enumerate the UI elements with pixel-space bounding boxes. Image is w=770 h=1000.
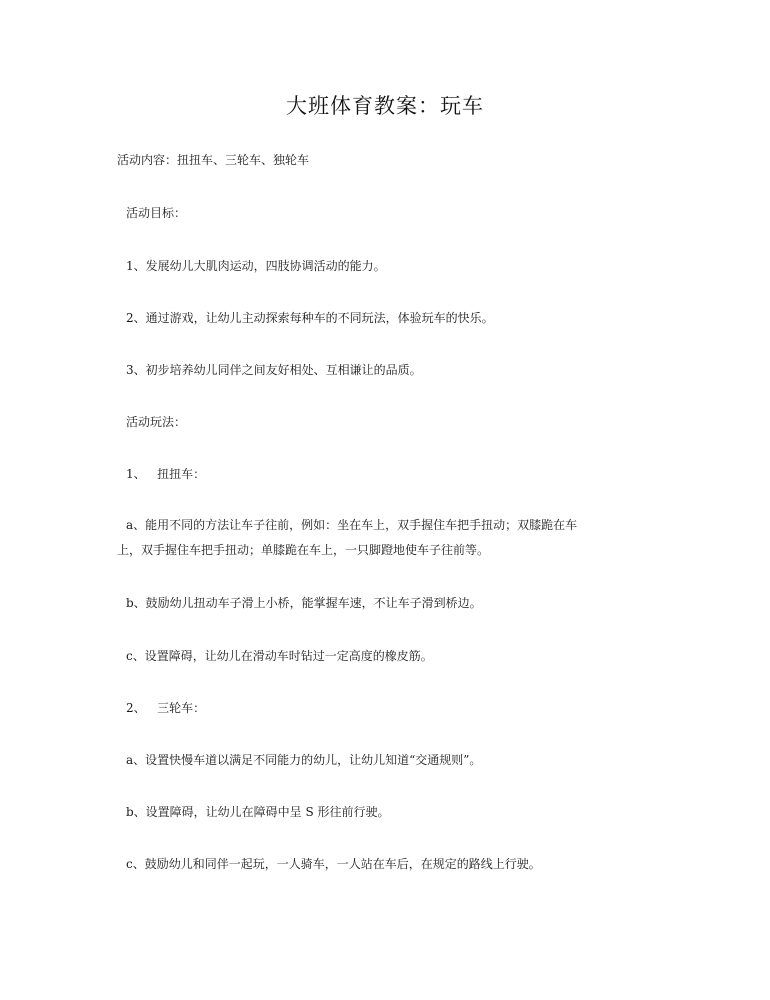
twist-car-item-c: c、设置障碍，让幼儿在滑动车时钻过一定高度的橡皮筋。 (126, 649, 433, 663)
twist-car-item-a-line1: a、能用不同的方法让车子往前，例如：坐在车上，双手握住车把手扭动；双膝跪在车 (126, 518, 578, 532)
twist-car-item-b: b、鼓励幼儿扭动车子滑上小桥，能掌握车速，不让车子滑到桥边。 (126, 596, 482, 610)
activity-goals-heading: 活动目标： (126, 206, 187, 220)
activity-content: 活动内容：扭扭车、三轮车、独轮车 (117, 153, 310, 167)
tricycle-item-a: a、设置快慢车道以满足不同能力的幼儿，让幼儿知道“交通规则”。 (126, 753, 482, 767)
tricycle-item-c: c、鼓励幼儿和同伴一起玩，一人骑车，一人站在车后，在规定的路线上行驶。 (126, 857, 541, 871)
tricycle-item-b: b、设置障碍，让幼儿在障碍中呈 S 形往前行驶。 (126, 805, 390, 819)
section-tricycle: 2、 三轮车： (126, 701, 206, 715)
activity-play-heading: 活动玩法： (126, 415, 187, 429)
goal-item-3: 3、初步培养幼儿同伴之间友好相处、互相谦让的品质。 (126, 363, 422, 377)
twist-car-item-a-line2: 上，双手握住车把手扭动；单膝跪在车上，一只脚蹬地使车子往前等。 (117, 543, 490, 557)
section-twist-car: 1、 扭扭车： (126, 467, 206, 481)
goal-item-2: 2、通过游戏，让幼儿主动探索每种车的不同玩法，体验玩车的快乐。 (126, 311, 494, 325)
document-title: 大班体育教案：玩车 (286, 94, 484, 118)
goal-item-1: 1、发展幼儿大肌肉运动，四肢协调活动的能力。 (126, 259, 386, 273)
